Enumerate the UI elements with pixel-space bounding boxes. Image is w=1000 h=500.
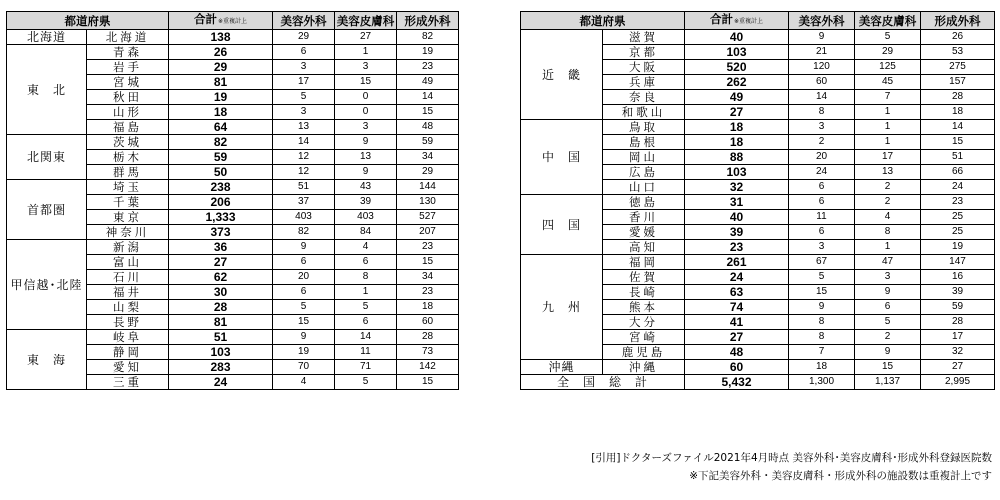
plastic-surgery-cell: 19 (921, 240, 995, 255)
header-aesthetic-dermatology: 美容皮膚科 (855, 12, 921, 30)
plastic-surgery-cell: 275 (921, 60, 995, 75)
grand-total-label: 全 国 総 計 (521, 375, 685, 390)
total-cell: 103 (169, 345, 273, 360)
region-cell: 東 海 (7, 330, 87, 390)
aesthetic-dermatology-cell: 45 (855, 75, 921, 90)
prefecture-cell: 三重 (87, 375, 169, 390)
prefecture-cell: 東京 (87, 210, 169, 225)
plastic-surgery-cell: 39 (921, 285, 995, 300)
aesthetic-surgery-cell: 11 (789, 210, 855, 225)
prefecture-cell: 岐阜 (87, 330, 169, 345)
aesthetic-surgery-cell: 9 (273, 330, 335, 345)
aesthetic-surgery-cell: 6 (789, 225, 855, 240)
total-cell: 138 (169, 30, 273, 45)
header-plastic-surgery: 形成外科 (397, 12, 459, 30)
right-table-body (521, 30, 995, 375)
prefecture-cell: 鳥取 (603, 120, 685, 135)
region-cell: 沖縄 (521, 360, 603, 375)
prefecture-cell: 愛知 (87, 360, 169, 375)
total-cell: 88 (685, 150, 789, 165)
aesthetic-surgery-cell: 15 (789, 285, 855, 300)
aesthetic-surgery-cell: 5 (273, 90, 335, 105)
prefecture-cell: 栃木 (87, 150, 169, 165)
prefecture-cell: 秋田 (87, 90, 169, 105)
aesthetic-dermatology-cell: 9 (335, 165, 397, 180)
total-cell: 48 (685, 345, 789, 360)
total-cell: 23 (685, 240, 789, 255)
total-cell: 27 (169, 255, 273, 270)
prefecture-cell: 山形 (87, 105, 169, 120)
plastic-surgery-cell: 26 (921, 30, 995, 45)
total-cell: 373 (169, 225, 273, 240)
header-total-note: ※重複計上 (733, 18, 764, 25)
total-cell: 81 (169, 75, 273, 90)
total-cell: 18 (685, 120, 789, 135)
grand-total-aesthetic-surgery: 1,300 (789, 375, 855, 390)
prefecture-cell: 山口 (603, 180, 685, 195)
aesthetic-dermatology-cell: 9 (855, 285, 921, 300)
plastic-surgery-cell: 49 (397, 75, 459, 90)
prefecture-cell: 滋賀 (603, 30, 685, 45)
aesthetic-dermatology-cell: 125 (855, 60, 921, 75)
left-header-row (7, 12, 459, 30)
table-row (7, 330, 459, 345)
left-table-body (7, 30, 459, 390)
plastic-surgery-cell: 82 (397, 30, 459, 45)
total-cell: 82 (169, 135, 273, 150)
aesthetic-surgery-cell: 18 (789, 360, 855, 375)
aesthetic-dermatology-cell: 6 (335, 315, 397, 330)
grand-total-plastic-surgery: 2,995 (921, 375, 995, 390)
aesthetic-surgery-cell: 12 (273, 165, 335, 180)
total-cell: 19 (169, 90, 273, 105)
right-header-row (521, 12, 995, 30)
plastic-surgery-cell: 19 (397, 45, 459, 60)
aesthetic-surgery-cell: 20 (273, 270, 335, 285)
table-row (7, 240, 459, 255)
total-cell: 31 (685, 195, 789, 210)
plastic-surgery-cell: 53 (921, 45, 995, 60)
plastic-surgery-cell: 29 (397, 165, 459, 180)
plastic-surgery-cell: 144 (397, 180, 459, 195)
prefecture-cell: 千葉 (87, 195, 169, 210)
total-cell: 24 (169, 375, 273, 390)
plastic-surgery-cell: 24 (921, 180, 995, 195)
aesthetic-surgery-cell: 5 (789, 270, 855, 285)
region-cell: 近 畿 (521, 30, 603, 120)
aesthetic-dermatology-cell: 4 (855, 210, 921, 225)
plastic-surgery-cell: 207 (397, 225, 459, 240)
aesthetic-surgery-cell: 6 (273, 255, 335, 270)
right-prefecture-table (520, 11, 995, 390)
total-cell: 103 (685, 165, 789, 180)
header-aesthetic-dermatology: 美容皮膚科 (335, 12, 397, 30)
prefecture-cell: 島根 (603, 135, 685, 150)
plastic-surgery-cell: 14 (397, 90, 459, 105)
aesthetic-dermatology-cell: 7 (855, 90, 921, 105)
total-cell: 24 (685, 270, 789, 285)
grand-total-aesthetic-dermatology: 1,137 (855, 375, 921, 390)
table-row (521, 195, 995, 210)
prefecture-cell: 山梨 (87, 300, 169, 315)
aesthetic-surgery-cell: 17 (273, 75, 335, 90)
aesthetic-surgery-cell: 6 (789, 180, 855, 195)
prefecture-cell: 岩手 (87, 60, 169, 75)
total-cell: 40 (685, 30, 789, 45)
aesthetic-dermatology-cell: 71 (335, 360, 397, 375)
region-cell: 中 国 (521, 120, 603, 195)
prefecture-cell: 神奈川 (87, 225, 169, 240)
aesthetic-dermatology-cell: 403 (335, 210, 397, 225)
aesthetic-dermatology-cell: 4 (335, 240, 397, 255)
table-row (7, 180, 459, 195)
aesthetic-surgery-cell: 7 (789, 345, 855, 360)
total-cell: 30 (169, 285, 273, 300)
prefecture-cell: 青森 (87, 45, 169, 60)
total-cell: 59 (169, 150, 273, 165)
header-prefecture: 都道府県 (7, 12, 169, 30)
prefecture-cell: 北海道 (87, 30, 169, 45)
plastic-surgery-cell: 34 (397, 150, 459, 165)
aesthetic-dermatology-cell: 6 (335, 255, 397, 270)
aesthetic-dermatology-cell: 13 (855, 165, 921, 180)
table-row (7, 135, 459, 150)
total-cell: 41 (685, 315, 789, 330)
aesthetic-dermatology-cell: 6 (855, 300, 921, 315)
prefecture-cell: 沖縄 (603, 360, 685, 375)
plastic-surgery-cell: 27 (921, 360, 995, 375)
aesthetic-dermatology-cell: 2 (855, 330, 921, 345)
plastic-surgery-cell: 15 (397, 255, 459, 270)
plastic-surgery-cell: 34 (397, 270, 459, 285)
aesthetic-dermatology-cell: 3 (855, 270, 921, 285)
region-cell: 四 国 (521, 195, 603, 255)
total-cell: 63 (685, 285, 789, 300)
prefecture-cell: 静岡 (87, 345, 169, 360)
plastic-surgery-cell: 73 (397, 345, 459, 360)
aesthetic-dermatology-cell: 9 (335, 135, 397, 150)
plastic-surgery-cell: 48 (397, 120, 459, 135)
total-cell: 36 (169, 240, 273, 255)
total-cell: 238 (169, 180, 273, 195)
table-row (7, 30, 459, 45)
plastic-surgery-cell: 18 (397, 300, 459, 315)
plastic-surgery-cell: 157 (921, 75, 995, 90)
aesthetic-dermatology-cell: 39 (335, 195, 397, 210)
aesthetic-surgery-cell: 60 (789, 75, 855, 90)
prefecture-cell: 大阪 (603, 60, 685, 75)
prefecture-cell: 愛媛 (603, 225, 685, 240)
total-cell: 1,333 (169, 210, 273, 225)
aesthetic-dermatology-cell: 3 (335, 120, 397, 135)
plastic-surgery-cell: 28 (397, 330, 459, 345)
plastic-surgery-cell: 28 (921, 315, 995, 330)
total-cell: 18 (169, 105, 273, 120)
prefecture-cell: 茨城 (87, 135, 169, 150)
region-cell: 北関東 (7, 135, 87, 180)
aesthetic-surgery-cell: 14 (789, 90, 855, 105)
aesthetic-surgery-cell: 3 (273, 105, 335, 120)
aesthetic-dermatology-cell: 29 (855, 45, 921, 60)
aesthetic-dermatology-cell: 5 (855, 30, 921, 45)
total-cell: 81 (169, 315, 273, 330)
plastic-surgery-cell: 28 (921, 90, 995, 105)
aesthetic-surgery-cell: 9 (789, 30, 855, 45)
prefecture-cell: 岡山 (603, 150, 685, 165)
aesthetic-dermatology-cell: 1 (335, 285, 397, 300)
header-aesthetic-surgery: 美容外科 (273, 12, 335, 30)
plastic-surgery-cell: 15 (921, 135, 995, 150)
table-row (7, 45, 459, 60)
aesthetic-dermatology-cell: 5 (335, 375, 397, 390)
aesthetic-dermatology-cell: 1 (855, 120, 921, 135)
region-cell: 東 北 (7, 45, 87, 135)
prefecture-cell: 高知 (603, 240, 685, 255)
prefecture-cell: 鹿児島 (603, 345, 685, 360)
aesthetic-surgery-cell: 8 (789, 315, 855, 330)
plastic-surgery-cell: 66 (921, 165, 995, 180)
prefecture-cell: 宮崎 (603, 330, 685, 345)
aesthetic-surgery-cell: 37 (273, 195, 335, 210)
prefecture-cell: 広島 (603, 165, 685, 180)
left-prefecture-table (6, 11, 459, 390)
total-cell: 51 (169, 330, 273, 345)
aesthetic-dermatology-cell: 2 (855, 180, 921, 195)
header-aesthetic-surgery: 美容外科 (789, 12, 855, 30)
aesthetic-dermatology-cell: 13 (335, 150, 397, 165)
region-cell: 北海道 (7, 30, 87, 45)
plastic-surgery-cell: 32 (921, 345, 995, 360)
plastic-surgery-cell: 18 (921, 105, 995, 120)
plastic-surgery-cell: 60 (397, 315, 459, 330)
aesthetic-surgery-cell: 6 (273, 45, 335, 60)
prefecture-cell: 福井 (87, 285, 169, 300)
aesthetic-surgery-cell: 2 (789, 135, 855, 150)
aesthetic-dermatology-cell: 5 (855, 315, 921, 330)
aesthetic-dermatology-cell: 3 (335, 60, 397, 75)
plastic-surgery-cell: 23 (397, 60, 459, 75)
table-row (521, 30, 995, 45)
grand-total-value: 5,432 (685, 375, 789, 390)
aesthetic-dermatology-cell: 1 (855, 135, 921, 150)
prefecture-cell: 和歌山 (603, 105, 685, 120)
plastic-surgery-cell: 25 (921, 225, 995, 240)
aesthetic-surgery-cell: 20 (789, 150, 855, 165)
prefecture-cell: 福岡 (603, 255, 685, 270)
total-cell: 40 (685, 210, 789, 225)
plastic-surgery-cell: 16 (921, 270, 995, 285)
total-cell: 262 (685, 75, 789, 90)
aesthetic-surgery-cell: 3 (789, 120, 855, 135)
plastic-surgery-cell: 130 (397, 195, 459, 210)
aesthetic-surgery-cell: 24 (789, 165, 855, 180)
total-cell: 29 (169, 60, 273, 75)
aesthetic-dermatology-cell: 15 (335, 75, 397, 90)
source-note: [引用]ドクターズファイル2021年4月時点 美容外科･美容皮膚科･形成外科登録医院数 (591, 452, 992, 464)
aesthetic-surgery-cell: 14 (273, 135, 335, 150)
aesthetic-surgery-cell: 403 (273, 210, 335, 225)
prefecture-cell: 兵庫 (603, 75, 685, 90)
prefecture-cell: 大分 (603, 315, 685, 330)
total-cell: 283 (169, 360, 273, 375)
plastic-surgery-cell: 23 (397, 240, 459, 255)
aesthetic-surgery-cell: 19 (273, 345, 335, 360)
prefecture-cell: 熊本 (603, 300, 685, 315)
plastic-surgery-cell: 17 (921, 330, 995, 345)
table-row (521, 255, 995, 270)
aesthetic-dermatology-cell: 84 (335, 225, 397, 240)
grand-total-row (521, 375, 995, 390)
region-cell: 首都圏 (7, 180, 87, 240)
aesthetic-surgery-cell: 12 (273, 150, 335, 165)
table-row (521, 360, 995, 375)
aesthetic-dermatology-cell: 17 (855, 150, 921, 165)
aesthetic-surgery-cell: 70 (273, 360, 335, 375)
aesthetic-surgery-cell: 21 (789, 45, 855, 60)
aesthetic-surgery-cell: 6 (273, 285, 335, 300)
aesthetic-surgery-cell: 15 (273, 315, 335, 330)
aesthetic-surgery-cell: 51 (273, 180, 335, 195)
aesthetic-dermatology-cell: 11 (335, 345, 397, 360)
aesthetic-surgery-cell: 3 (789, 240, 855, 255)
aesthetic-surgery-cell: 8 (789, 105, 855, 120)
aesthetic-dermatology-cell: 47 (855, 255, 921, 270)
total-cell: 39 (685, 225, 789, 240)
aesthetic-surgery-cell: 6 (789, 195, 855, 210)
total-cell: 28 (169, 300, 273, 315)
plastic-surgery-cell: 15 (397, 105, 459, 120)
total-cell: 27 (685, 105, 789, 120)
plastic-surgery-cell: 147 (921, 255, 995, 270)
aesthetic-dermatology-cell: 1 (335, 45, 397, 60)
aesthetic-dermatology-cell: 0 (335, 90, 397, 105)
header-total: 合計※重複計上 (685, 12, 789, 30)
prefecture-cell: 石川 (87, 270, 169, 285)
header-total-note: ※重複計上 (217, 18, 248, 25)
aesthetic-dermatology-cell: 2 (855, 195, 921, 210)
total-cell: 206 (169, 195, 273, 210)
plastic-surgery-cell: 25 (921, 210, 995, 225)
total-cell: 32 (685, 180, 789, 195)
aesthetic-surgery-cell: 9 (273, 240, 335, 255)
aesthetic-surgery-cell: 3 (273, 60, 335, 75)
aesthetic-dermatology-cell: 0 (335, 105, 397, 120)
duplicate-count-note: ※下記美容外科・美容皮膚科・形成外科の施設数は重複計上です (689, 470, 992, 482)
total-cell: 27 (685, 330, 789, 345)
aesthetic-surgery-cell: 9 (789, 300, 855, 315)
total-cell: 103 (685, 45, 789, 60)
prefecture-cell: 富山 (87, 255, 169, 270)
total-cell: 26 (169, 45, 273, 60)
aesthetic-dermatology-cell: 9 (855, 345, 921, 360)
total-cell: 60 (685, 360, 789, 375)
prefecture-cell: 福島 (87, 120, 169, 135)
aesthetic-surgery-cell: 5 (273, 300, 335, 315)
plastic-surgery-cell: 14 (921, 120, 995, 135)
aesthetic-surgery-cell: 82 (273, 225, 335, 240)
aesthetic-dermatology-cell: 1 (855, 105, 921, 120)
table-row (521, 120, 995, 135)
aesthetic-surgery-cell: 67 (789, 255, 855, 270)
prefecture-cell: 佐賀 (603, 270, 685, 285)
region-cell: 九 州 (521, 255, 603, 360)
aesthetic-dermatology-cell: 27 (335, 30, 397, 45)
prefecture-cell: 群馬 (87, 165, 169, 180)
aesthetic-dermatology-cell: 8 (335, 270, 397, 285)
plastic-surgery-cell: 142 (397, 360, 459, 375)
total-cell: 62 (169, 270, 273, 285)
plastic-surgery-cell: 51 (921, 150, 995, 165)
prefecture-cell: 埼玉 (87, 180, 169, 195)
plastic-surgery-cell: 59 (921, 300, 995, 315)
plastic-surgery-cell: 59 (397, 135, 459, 150)
aesthetic-surgery-cell: 120 (789, 60, 855, 75)
total-cell: 74 (685, 300, 789, 315)
plastic-surgery-cell: 15 (397, 375, 459, 390)
aesthetic-surgery-cell: 4 (273, 375, 335, 390)
prefecture-cell: 奈良 (603, 90, 685, 105)
prefecture-cell: 徳島 (603, 195, 685, 210)
total-cell: 64 (169, 120, 273, 135)
aesthetic-dermatology-cell: 14 (335, 330, 397, 345)
prefecture-cell: 長崎 (603, 285, 685, 300)
header-total: 合計※重複計上 (169, 12, 273, 30)
prefecture-cell: 香川 (603, 210, 685, 225)
total-cell: 49 (685, 90, 789, 105)
total-cell: 520 (685, 60, 789, 75)
prefecture-cell: 宮城 (87, 75, 169, 90)
prefecture-cell: 新潟 (87, 240, 169, 255)
aesthetic-dermatology-cell: 5 (335, 300, 397, 315)
total-cell: 50 (169, 165, 273, 180)
header-prefecture: 都道府県 (521, 12, 685, 30)
total-cell: 261 (685, 255, 789, 270)
aesthetic-dermatology-cell: 1 (855, 240, 921, 255)
plastic-surgery-cell: 23 (921, 195, 995, 210)
aesthetic-dermatology-cell: 43 (335, 180, 397, 195)
aesthetic-dermatology-cell: 8 (855, 225, 921, 240)
aesthetic-surgery-cell: 8 (789, 330, 855, 345)
prefecture-cell: 長野 (87, 315, 169, 330)
header-plastic-surgery: 形成外科 (921, 12, 995, 30)
plastic-surgery-cell: 527 (397, 210, 459, 225)
region-cell: 甲信越･北陸 (7, 240, 87, 330)
aesthetic-surgery-cell: 29 (273, 30, 335, 45)
aesthetic-dermatology-cell: 15 (855, 360, 921, 375)
prefecture-cell: 京都 (603, 45, 685, 60)
aesthetic-surgery-cell: 13 (273, 120, 335, 135)
plastic-surgery-cell: 23 (397, 285, 459, 300)
total-cell: 18 (685, 135, 789, 150)
